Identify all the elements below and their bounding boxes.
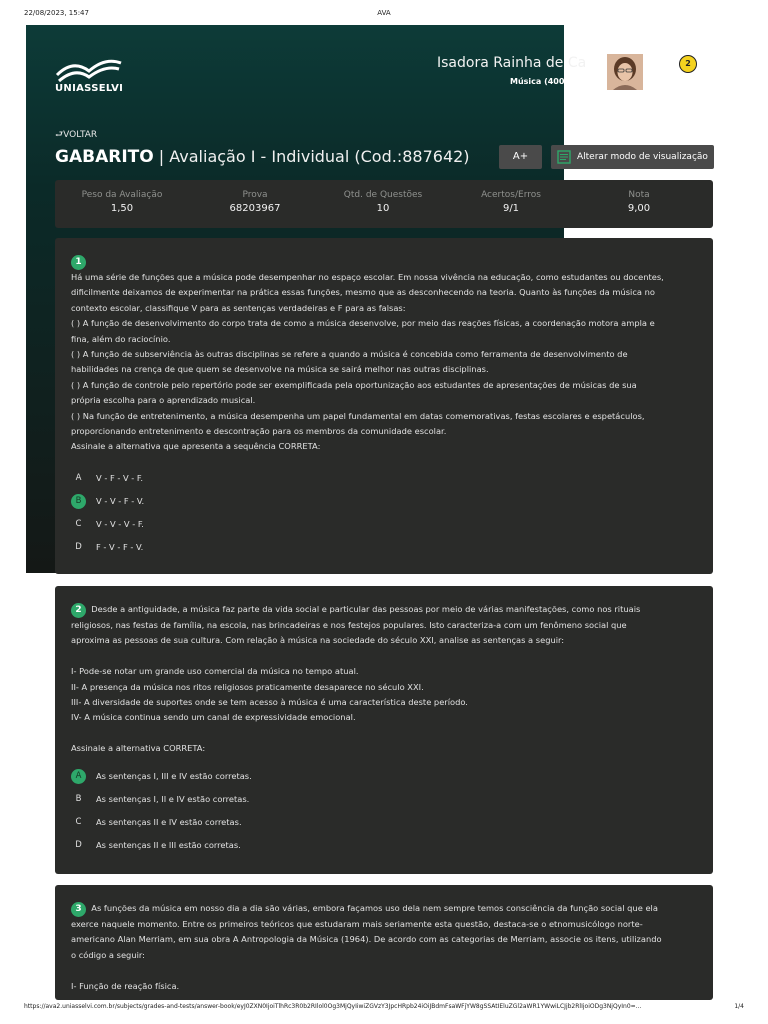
question-text-line bbox=[71, 963, 697, 978]
question-text-line: IV- A música continua sendo um canal de expressividade emocional. bbox=[71, 712, 356, 723]
evaluation-summary bbox=[55, 180, 713, 228]
page-title-bold: GABARITO bbox=[55, 147, 154, 167]
question-text-line: contexto escolar, classifique V para as sentenças verdadeiras e F para as falsas: bbox=[71, 302, 406, 313]
question-text-line: o código a seguir: bbox=[71, 949, 145, 960]
option-letter: A bbox=[75, 472, 82, 483]
question-card-2 bbox=[55, 586, 713, 874]
stat-weight bbox=[57, 190, 187, 214]
question-text-line: aproxima as pessoas de sua cultura. Com relação à música na sociedade do século XXI, analise as sentenças a seguir: bbox=[71, 635, 565, 646]
option-text: As sentenças II e III estão corretas. bbox=[96, 839, 241, 850]
option-letter: D bbox=[75, 541, 82, 552]
question-text-line: ( ) A função de desenvolvimento do corpo trata de como a música desenvolve, por meio das reações físicas, a coordenação motora ampla e bbox=[71, 318, 655, 329]
user-photo-icon bbox=[607, 54, 643, 90]
answer-option[interactable] bbox=[71, 792, 697, 815]
option-text: V - F - V - F. bbox=[96, 472, 144, 483]
question-text-first: Desde a antiguidade, a música faz parte da vida social e particular das pessoas por meio de várias manifestações, como nos rituais bbox=[91, 604, 641, 614]
stat-grade bbox=[574, 190, 704, 214]
print-page-number: 1/4 bbox=[734, 1003, 744, 1010]
back-label: VOLTAR bbox=[63, 130, 98, 140]
answer-option[interactable] bbox=[71, 838, 697, 861]
answer-option[interactable] bbox=[71, 815, 697, 838]
question-text-line: I- Função de reação física. bbox=[71, 980, 180, 991]
option-text: As sentenças I, III e IV estão corretas. bbox=[96, 770, 252, 781]
back-link[interactable] bbox=[55, 127, 97, 143]
option-letter: B bbox=[71, 494, 86, 509]
print-header bbox=[24, 9, 744, 21]
page-title bbox=[55, 147, 470, 167]
stat-value: 10 bbox=[376, 203, 390, 214]
option-letter: B bbox=[75, 793, 82, 804]
option-letter: A bbox=[71, 769, 86, 784]
notification-badge[interactable]: 2 bbox=[679, 55, 697, 73]
view-mode-button[interactable] bbox=[551, 145, 714, 169]
view-mode-label: Alterar modo de visualização bbox=[577, 152, 708, 162]
question-text-line: americano Alan Merriam, em sua obra A Antropologia da Música (1964). De acordo com as categorias de Merriam, associe os itens, utilizando bbox=[71, 934, 662, 945]
answer-option[interactable] bbox=[71, 471, 697, 494]
stat-label: Nota bbox=[628, 190, 650, 200]
question-text-line: ( ) A função de controle pelo repertório pode ser exemplificada pela oportunização aos estudantes de apresentações de músicas de sua bbox=[71, 379, 637, 390]
answer-option[interactable] bbox=[71, 540, 697, 563]
option-letter: C bbox=[75, 816, 82, 827]
question-text-line: Assinale a alternativa CORRETA: bbox=[71, 743, 206, 754]
question-card-1 bbox=[55, 238, 713, 574]
question-text-line: proporcionando entretenimento e descontração para os membros da comunidade escolar. bbox=[71, 426, 447, 437]
print-footer bbox=[24, 1003, 744, 1015]
question-card-3 bbox=[55, 885, 713, 1000]
print-url: https://ava2.uniasselvi.com.br/subjects/grades-and-tests/answer-book/eyJ0ZXN0IjoiTlhRc3R0b2RIlol0Og3MjQyIiwiZGVzY3JpcHRpb24iOiJBdmFsaWFjYW8gSSAtIEluZGl2aWR1YWwiLCJjb2RlIjoiODg3NjQyIn0=... bbox=[24, 1003, 642, 1010]
answer-option[interactable] bbox=[71, 517, 697, 540]
option-text: V - V - F - V. bbox=[96, 495, 145, 506]
option-text: As sentenças I, II e IV estão corretas. bbox=[96, 793, 250, 804]
stat-value: 68203967 bbox=[229, 203, 281, 214]
stat-label: Peso da Avaliação bbox=[81, 190, 163, 200]
stat-label: Acertos/Erros bbox=[481, 190, 541, 200]
question-text-line: II- A presença da música nos ritos religiosos praticamente desaparece no século XXI. bbox=[71, 681, 424, 692]
stat-label: Qtd. de Questões bbox=[343, 190, 423, 200]
question-text-line bbox=[71, 726, 697, 741]
stat-label: Prova bbox=[242, 190, 268, 200]
document-icon bbox=[557, 150, 571, 164]
question-text-line: fina, além do raciocínio. bbox=[71, 333, 171, 344]
question-text-line: Há uma série de funções que a música pode desempenhar no espaço escolar. Em nossa vivência na educação, como estudantes ou docentes, bbox=[71, 272, 664, 282]
stat-question-count bbox=[318, 190, 448, 214]
question-number: 3 bbox=[71, 902, 86, 917]
question-text-line: Assinale a alternativa que apresenta a sequência CORRETA: bbox=[71, 441, 321, 452]
question-number: 1 bbox=[71, 255, 86, 270]
question-text-line: III- A diversidade de suportes onde se tem acesso à música é uma característica deste período. bbox=[71, 697, 468, 708]
user-name: Isadora Rainha de Ca bbox=[437, 55, 587, 71]
brand-name: UNIASSELVI bbox=[55, 83, 124, 94]
question-text-line: exerce naquele momento. Entre os primeiros teóricos que estudaram mais seriamente esta questão, destaca-se o etnomusicólogo norte- bbox=[71, 919, 643, 929]
question-text-line: ( ) A função de subserviência às outras disciplinas se refere a quando a música é concebida como ferramenta de desenvolvimento de bbox=[71, 349, 628, 360]
font-size-button[interactable]: A+ bbox=[499, 145, 542, 169]
answer-option-correct[interactable] bbox=[71, 494, 697, 517]
question-text-line bbox=[71, 901, 697, 917]
option-letter: C bbox=[75, 518, 82, 529]
option-text: F - V - F - V. bbox=[96, 541, 144, 552]
avatar[interactable] bbox=[607, 54, 643, 90]
option-text: V - V - V - F. bbox=[96, 518, 144, 529]
stat-exam bbox=[190, 190, 320, 214]
user-course: Música (400 bbox=[510, 77, 565, 86]
uniasselvi-logo[interactable] bbox=[55, 55, 125, 95]
question-text-line: I- Pode-se notar um grande uso comercial da música no tempo atual. bbox=[71, 666, 359, 677]
option-letter: D bbox=[75, 839, 82, 850]
question-text-line bbox=[71, 602, 697, 618]
stat-value: 9/1 bbox=[502, 203, 520, 214]
question-text-line: própria escolha para o aprendizado musical. bbox=[71, 395, 256, 406]
stat-value: 1,50 bbox=[110, 203, 134, 214]
option-text: As sentenças II e IV estão corretas. bbox=[96, 816, 242, 827]
question-text-line: dificilmente deixamos de experimentar na prática essas funções, mesmo que as desconhecendo na teoria. Quanto às funções da música no bbox=[71, 287, 655, 298]
question-number: 2 bbox=[71, 603, 86, 618]
back-arrow-icon: ⮐ bbox=[55, 130, 64, 140]
print-title: AVA bbox=[377, 9, 391, 17]
question-text-line bbox=[71, 649, 697, 664]
question-text-line: ( ) Na função de entretenimento, a música desempenha um papel fundamental em datas comemorativas, festas escolares e espetáculos, bbox=[71, 410, 645, 421]
question-text-line: religiosos, nas festas de família, na escola, nas brincadeiras e nos festejos populares. Isto caracteriza-a com um fenômeno social que bbox=[71, 620, 627, 630]
print-datetime: 22/08/2023, 15:47 bbox=[24, 9, 89, 17]
stat-hits-misses bbox=[446, 190, 576, 214]
answer-option-correct[interactable] bbox=[71, 769, 697, 792]
question-text-first: As funções da música em nosso dia a dia são várias, embora façamos uso dela nem sempre temos consciência da função social que ela bbox=[91, 903, 658, 913]
logo-wings-icon bbox=[55, 55, 125, 83]
page-title-rest: | Avaliação I - Individual (Cod.:887642) bbox=[153, 147, 470, 166]
question-text-line: habilidades na crença de que quem se desenvolve na música se sairá melhor nas outras disciplinas. bbox=[71, 364, 489, 375]
stat-value: 9,00 bbox=[627, 203, 651, 214]
